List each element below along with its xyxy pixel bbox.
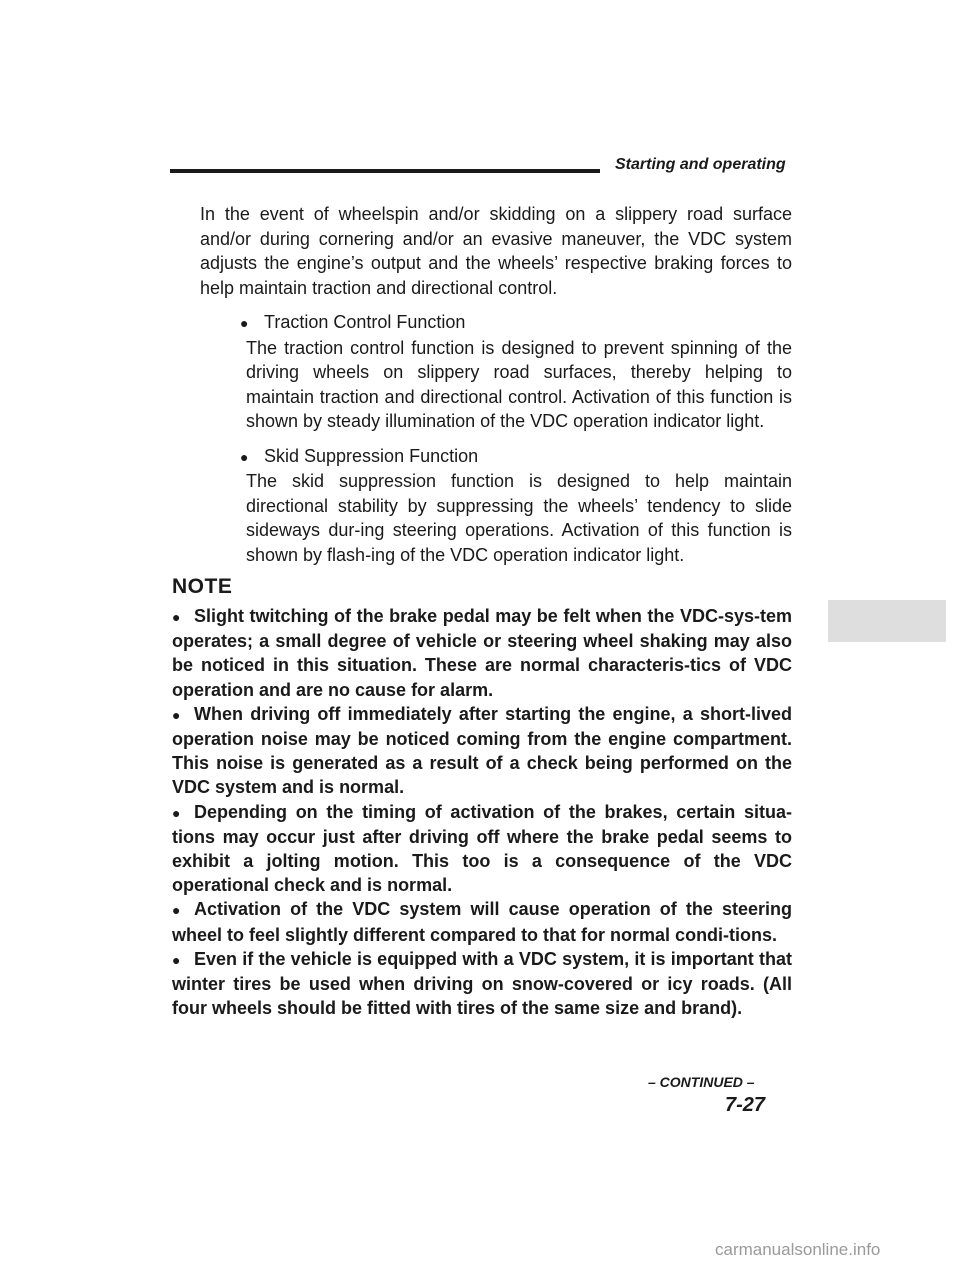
- section-header-title: Starting and operating: [615, 156, 786, 173]
- note-item-text: Even if the vehicle is equipped with a VDC system, it is important that winter tires be used when driving on snow-covered or icy roads. (All four wheels should be fitted with tires of the same size and brand).: [172, 948, 792, 1019]
- note-block: [172, 572, 792, 1020]
- function-description: The traction control function is designed to prevent spinning of the driving wheels on slippery road surfaces, thereby helping to maintain traction and directional control. Activation of this function is shown by steady illumination of the VDC operation indicator light.: [246, 337, 792, 431]
- bullet-icon: ●: [240, 448, 249, 465]
- note-item-text: When driving off immediately after starting the engine, a short-lived operation noise may be noticed coming from the engine compartment. This noise is generated as a result of a check being performed on the VDC system and is normal.: [172, 703, 792, 798]
- function-title: [240, 310, 792, 336]
- note-item-text: Depending on the timing of activation of the brakes, certain situa-tions may occur just after driving off where the brake pedal seems to exhibit a jolting motion. This too is a consequence of the VDC operational check and is normal.: [172, 801, 792, 896]
- note-item: [172, 604, 792, 702]
- intro-paragraph: In the event of wheelspin and/or skidding on a slippery road surface and/or during cornering and/or an evasive maneuver, the VDC system adjusts the engine’s output and the wheels’ respective braking forces to help maintain traction and directional control.: [200, 204, 792, 298]
- function-list: [240, 310, 792, 567]
- page-number: 7-27: [725, 1094, 766, 1116]
- note-item: [172, 702, 792, 800]
- continued-marker: – CONTINUED –: [648, 1074, 755, 1090]
- note-item-text: Activation of the VDC system will cause operation of the steering wheel to feel slightly different compared to that for normal condi-tions.: [172, 899, 792, 945]
- note-item: [172, 947, 792, 1021]
- note-item: [172, 897, 792, 946]
- main-content: [200, 202, 792, 577]
- header-rule: [170, 169, 600, 173]
- note-heading: NOTE: [172, 575, 233, 598]
- function-title-text: Traction Control Function: [264, 312, 466, 332]
- watermark-text: carmanualsonline.info: [715, 1240, 881, 1259]
- note-item-text: Slight twitching of the brake pedal may be felt when the VDC-sys-tem operates; a small degree of vehicle or steering wheel shaking may also be noticed in this situation. These are normal characteris-tics of VDC operation and are no cause for alarm.: [172, 606, 792, 700]
- bullet-icon: ●: [172, 902, 181, 919]
- note-item: [172, 800, 792, 898]
- function-title-text: Skid Suppression Function: [264, 445, 479, 466]
- bullet-icon: ●: [172, 609, 181, 625]
- bullet-icon: ●: [172, 804, 181, 821]
- bullet-icon: ●: [240, 315, 249, 331]
- function-title: [240, 444, 792, 470]
- chapter-tab-marker: [828, 600, 946, 642]
- function-item-traction-control: [240, 310, 792, 434]
- function-description: The skid suppression function is designed to help maintain directional stability by suppressing the wheels’ tendency to slide sideways dur-ing steering operations. Activation of this function is shown by flash-ing of the VDC operation indicator light.: [246, 471, 792, 565]
- bullet-icon: ●: [172, 706, 181, 723]
- function-item-skid-suppression: [240, 444, 792, 568]
- bullet-icon: ●: [172, 951, 181, 968]
